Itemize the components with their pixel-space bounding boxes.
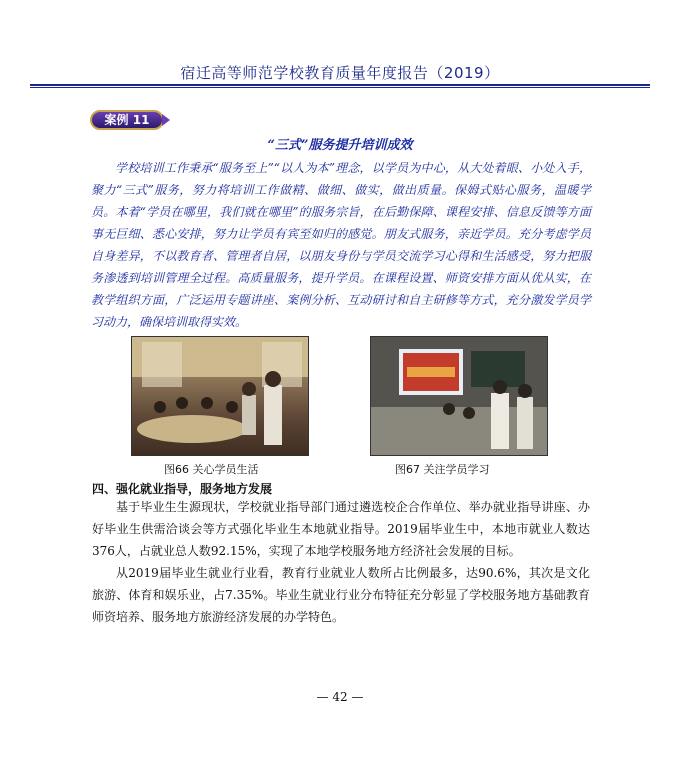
case-paragraph: 学校培训工作秉承“服务至上”“以人为本”理念，以学员为中心，从大处着眼、小处入手，聚力“三式”服务，努力将培训工作做精、做细、做实，做出质量。保姆式贴心服务，温暖学员。本着“学员在哪里，我们就在哪里”的服务宗旨，在后勤保障、课程安排、信息反馈等方面事无巨细、悉心安排，努力让学员有宾至如归的感觉。朋友式服务，亲近学员。充分考虑学员自身差异，不以教育者、管理者自居，以朋友身份与学员交流学习心得和生活感受，努力把服务渗透到培训管理全过程。高质量服务，提升学员。在课程设置、师资安排方面从优从实，在教学组织方面，广泛运用专题讲座、案例分析、互动研讨和自主研修等方式，充分激发学员学习动力，确保培训取得实效。	[91, 161, 591, 329]
photo-student-study	[370, 336, 548, 456]
case-badge-arrow-icon	[162, 114, 170, 126]
header-rule-thin	[30, 87, 650, 88]
figure-caption: 图66 关心学员生活	[164, 463, 259, 476]
header-rule	[30, 84, 650, 86]
page-number: — 42 —	[316, 690, 364, 704]
report-header-title: 宿迁高等师范学校教育质量年度报告（2019）	[180, 64, 500, 82]
case-title: “三式”服务提升培训成效	[267, 138, 413, 153]
case-body	[91, 157, 591, 333]
section-paragraph: 基于毕业生生源现状，学校就业指导部门通过遴选校企合作单位、举办就业指导讲座、办好毕业生供需洽谈会等方式强化毕业生本地就业指导。2019届毕业生中，本地市就业人数达376人，占就业总人数92.15%，实现了本地学校服务地方经济社会发展的目标。	[92, 500, 590, 558]
photo-student-study-image	[371, 337, 547, 455]
photo-student-life	[131, 336, 309, 456]
section-body	[92, 496, 590, 628]
figure-caption: 图67 关注学员学习	[395, 463, 490, 476]
section-heading: 四、强化就业指导，服务地方发展	[92, 482, 273, 496]
photo-student-life-image	[132, 337, 308, 455]
section-paragraph: 从2019届毕业生就业行业看，教育行业就业人数所占比例最多，达90.6%，其次是文化旅游、体育和娱乐业，占7.35%。毕业生就业行业分布特征充分彰显了学校服务地方基础教育师资培养、服务地方旅游经济发展的办学特色。	[92, 566, 590, 624]
case-badge: 案例 11	[90, 110, 164, 130]
